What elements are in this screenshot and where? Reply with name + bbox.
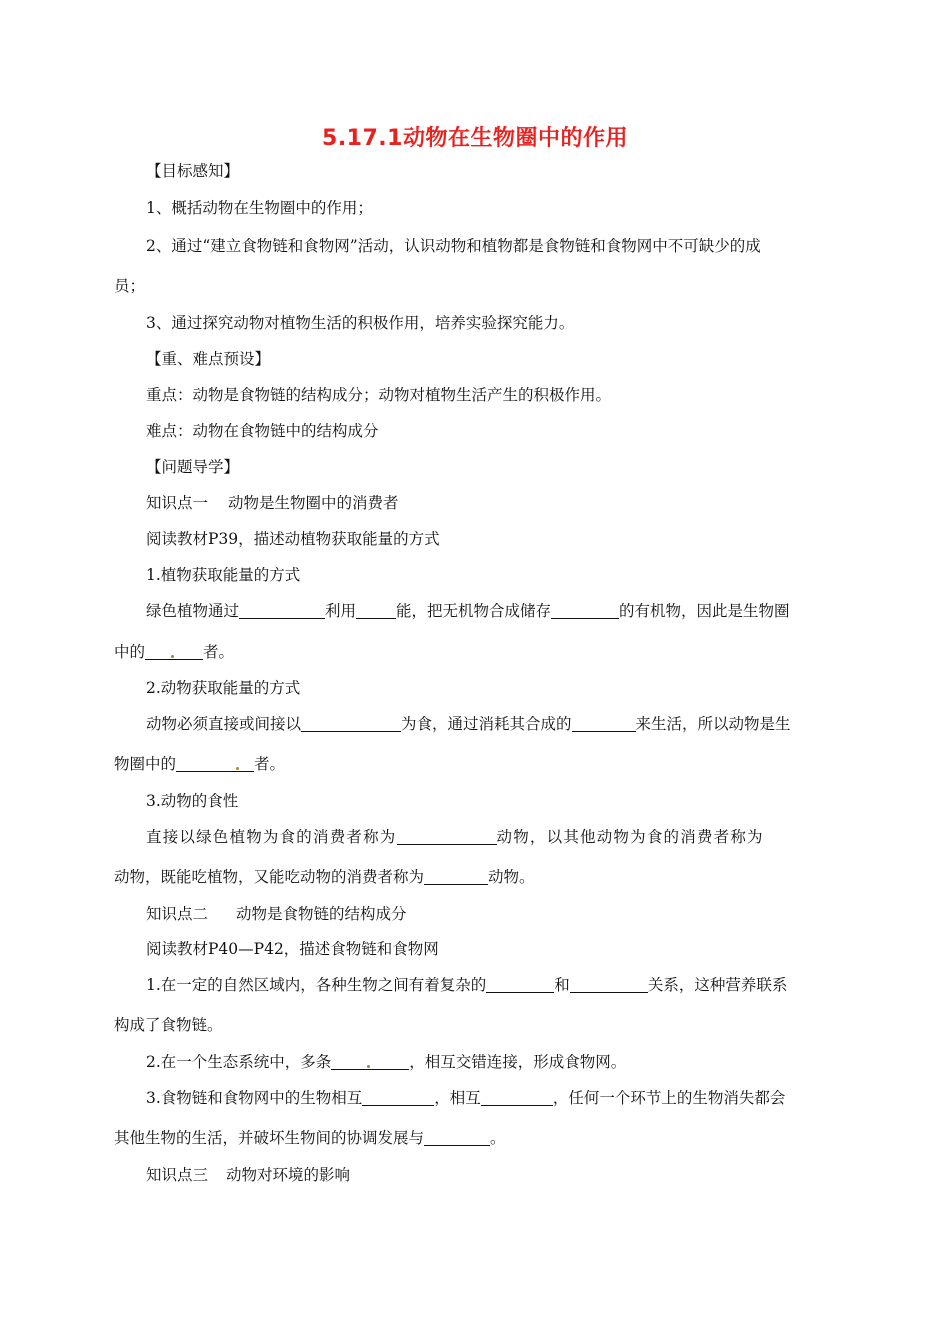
goal-header: 【目标感知】 [146, 162, 240, 180]
knowledge-point-1-reading: 阅读教材P39，描述动植物获取能量的方式 [146, 530, 440, 548]
k2-q1-line-2: 构成了食物链。 [114, 1016, 223, 1034]
k2-q1-line-1: 1.在一定的自然区域内，各种生物之间有着复杂的 和 关系，这种营养联系 [146, 976, 788, 994]
blank-field[interactable] [301, 715, 401, 732]
k1-q2-line-1: 动物必须直接或间接以 为食，通过消耗其合成的 来生活，所以动物是生 [146, 715, 791, 733]
goal-item-1: 1、概括动物在生物圈中的作用； [146, 199, 373, 217]
blank-field[interactable] [486, 976, 554, 993]
knowledge-point-3-text: 动物对环境的影响 [226, 1166, 351, 1184]
blank-field[interactable] [356, 602, 396, 619]
k1-q3-line-2: 动物，既能吃植物，又能吃动物的消费者称为 动物。 [114, 868, 535, 886]
key-header: 【重、难点预设】 [146, 350, 271, 368]
guide-header: 【问题导学】 [146, 458, 240, 476]
k2-q3-line-1: 3.食物链和食物网中的生物相互 ，相互 ，任何一个环节上的生物消失都会 [146, 1089, 786, 1107]
k1-question-3: 3.动物的食性 [146, 792, 239, 810]
goal-item-2: 2、通过“建立食物链和食物网”活动，认识动物和植物都是食物链和食物网中不可缺少的成 [146, 237, 761, 255]
k1-question-2: 2.动物获取能量的方式 [146, 679, 301, 697]
knowledge-point-1-label: 知识点一 [146, 494, 209, 512]
k1-q2-line-2: 物圈中的 者。 [114, 755, 286, 773]
blank-field[interactable] [424, 1129, 490, 1146]
k1-q1-line-1: 绿色植物通过 利用 能，把无机物合成储存 的有机物，因此是生物圈 [146, 602, 790, 620]
knowledge-point-3-label: 知识点三 [146, 1166, 209, 1184]
blank-field[interactable] [551, 602, 619, 619]
blank-field[interactable] [570, 976, 648, 993]
knowledge-point-2-text: 动物是食物链的结构成分 [236, 905, 407, 923]
knowledge-point-3-heading [146, 1164, 350, 1186]
knowledge-point-2-reading: 阅读教材P40—P42，描述食物链和食物网 [146, 940, 439, 958]
blank-field[interactable] [176, 755, 254, 772]
k1-q1-line-2: 中的 者。 [114, 643, 235, 661]
blank-field[interactable] [145, 643, 203, 660]
blank-field[interactable] [397, 828, 497, 845]
goal-item-2-cont: 员； [114, 277, 146, 295]
blank-field[interactable] [424, 868, 488, 885]
blank-field[interactable] [362, 1089, 434, 1106]
knowledge-point-1-heading [146, 492, 399, 514]
k2-q2-line: 2.在一个生态系统中，多条 ，相互交错连接，形成食物网。 [146, 1053, 627, 1071]
blank-field[interactable] [239, 602, 325, 619]
goal-item-3: 3、通过探究动物对植物生活的积极作用，培养实验探究能力。 [146, 314, 575, 332]
blank-field[interactable] [572, 715, 636, 732]
k1-question-1: 1.植物获取能量的方式 [146, 566, 301, 584]
k1-q3-line-1: 直接以绿色植物为食的消费者称为 动物，以其他动物为食的消费者称为 [146, 828, 764, 846]
knowledge-point-1-text: 动物是生物圈中的消费者 [228, 494, 399, 512]
blank-field[interactable] [331, 1053, 409, 1070]
page-title: 5.17.1动物在生物圈中的作用 [322, 126, 628, 151]
blank-field[interactable] [481, 1089, 553, 1106]
hard-point: 难点：动物在食物链中的结构成分 [146, 422, 379, 440]
k2-q3-line-2: 其他生物的生活，并破坏生物间的协调发展与 。 [114, 1129, 506, 1147]
knowledge-point-2-label: 知识点二 [146, 905, 209, 923]
key-point: 重点：动物是食物链的结构成分；动物对植物生活产生的积极作用。 [146, 386, 612, 404]
knowledge-point-2-heading [146, 903, 407, 925]
